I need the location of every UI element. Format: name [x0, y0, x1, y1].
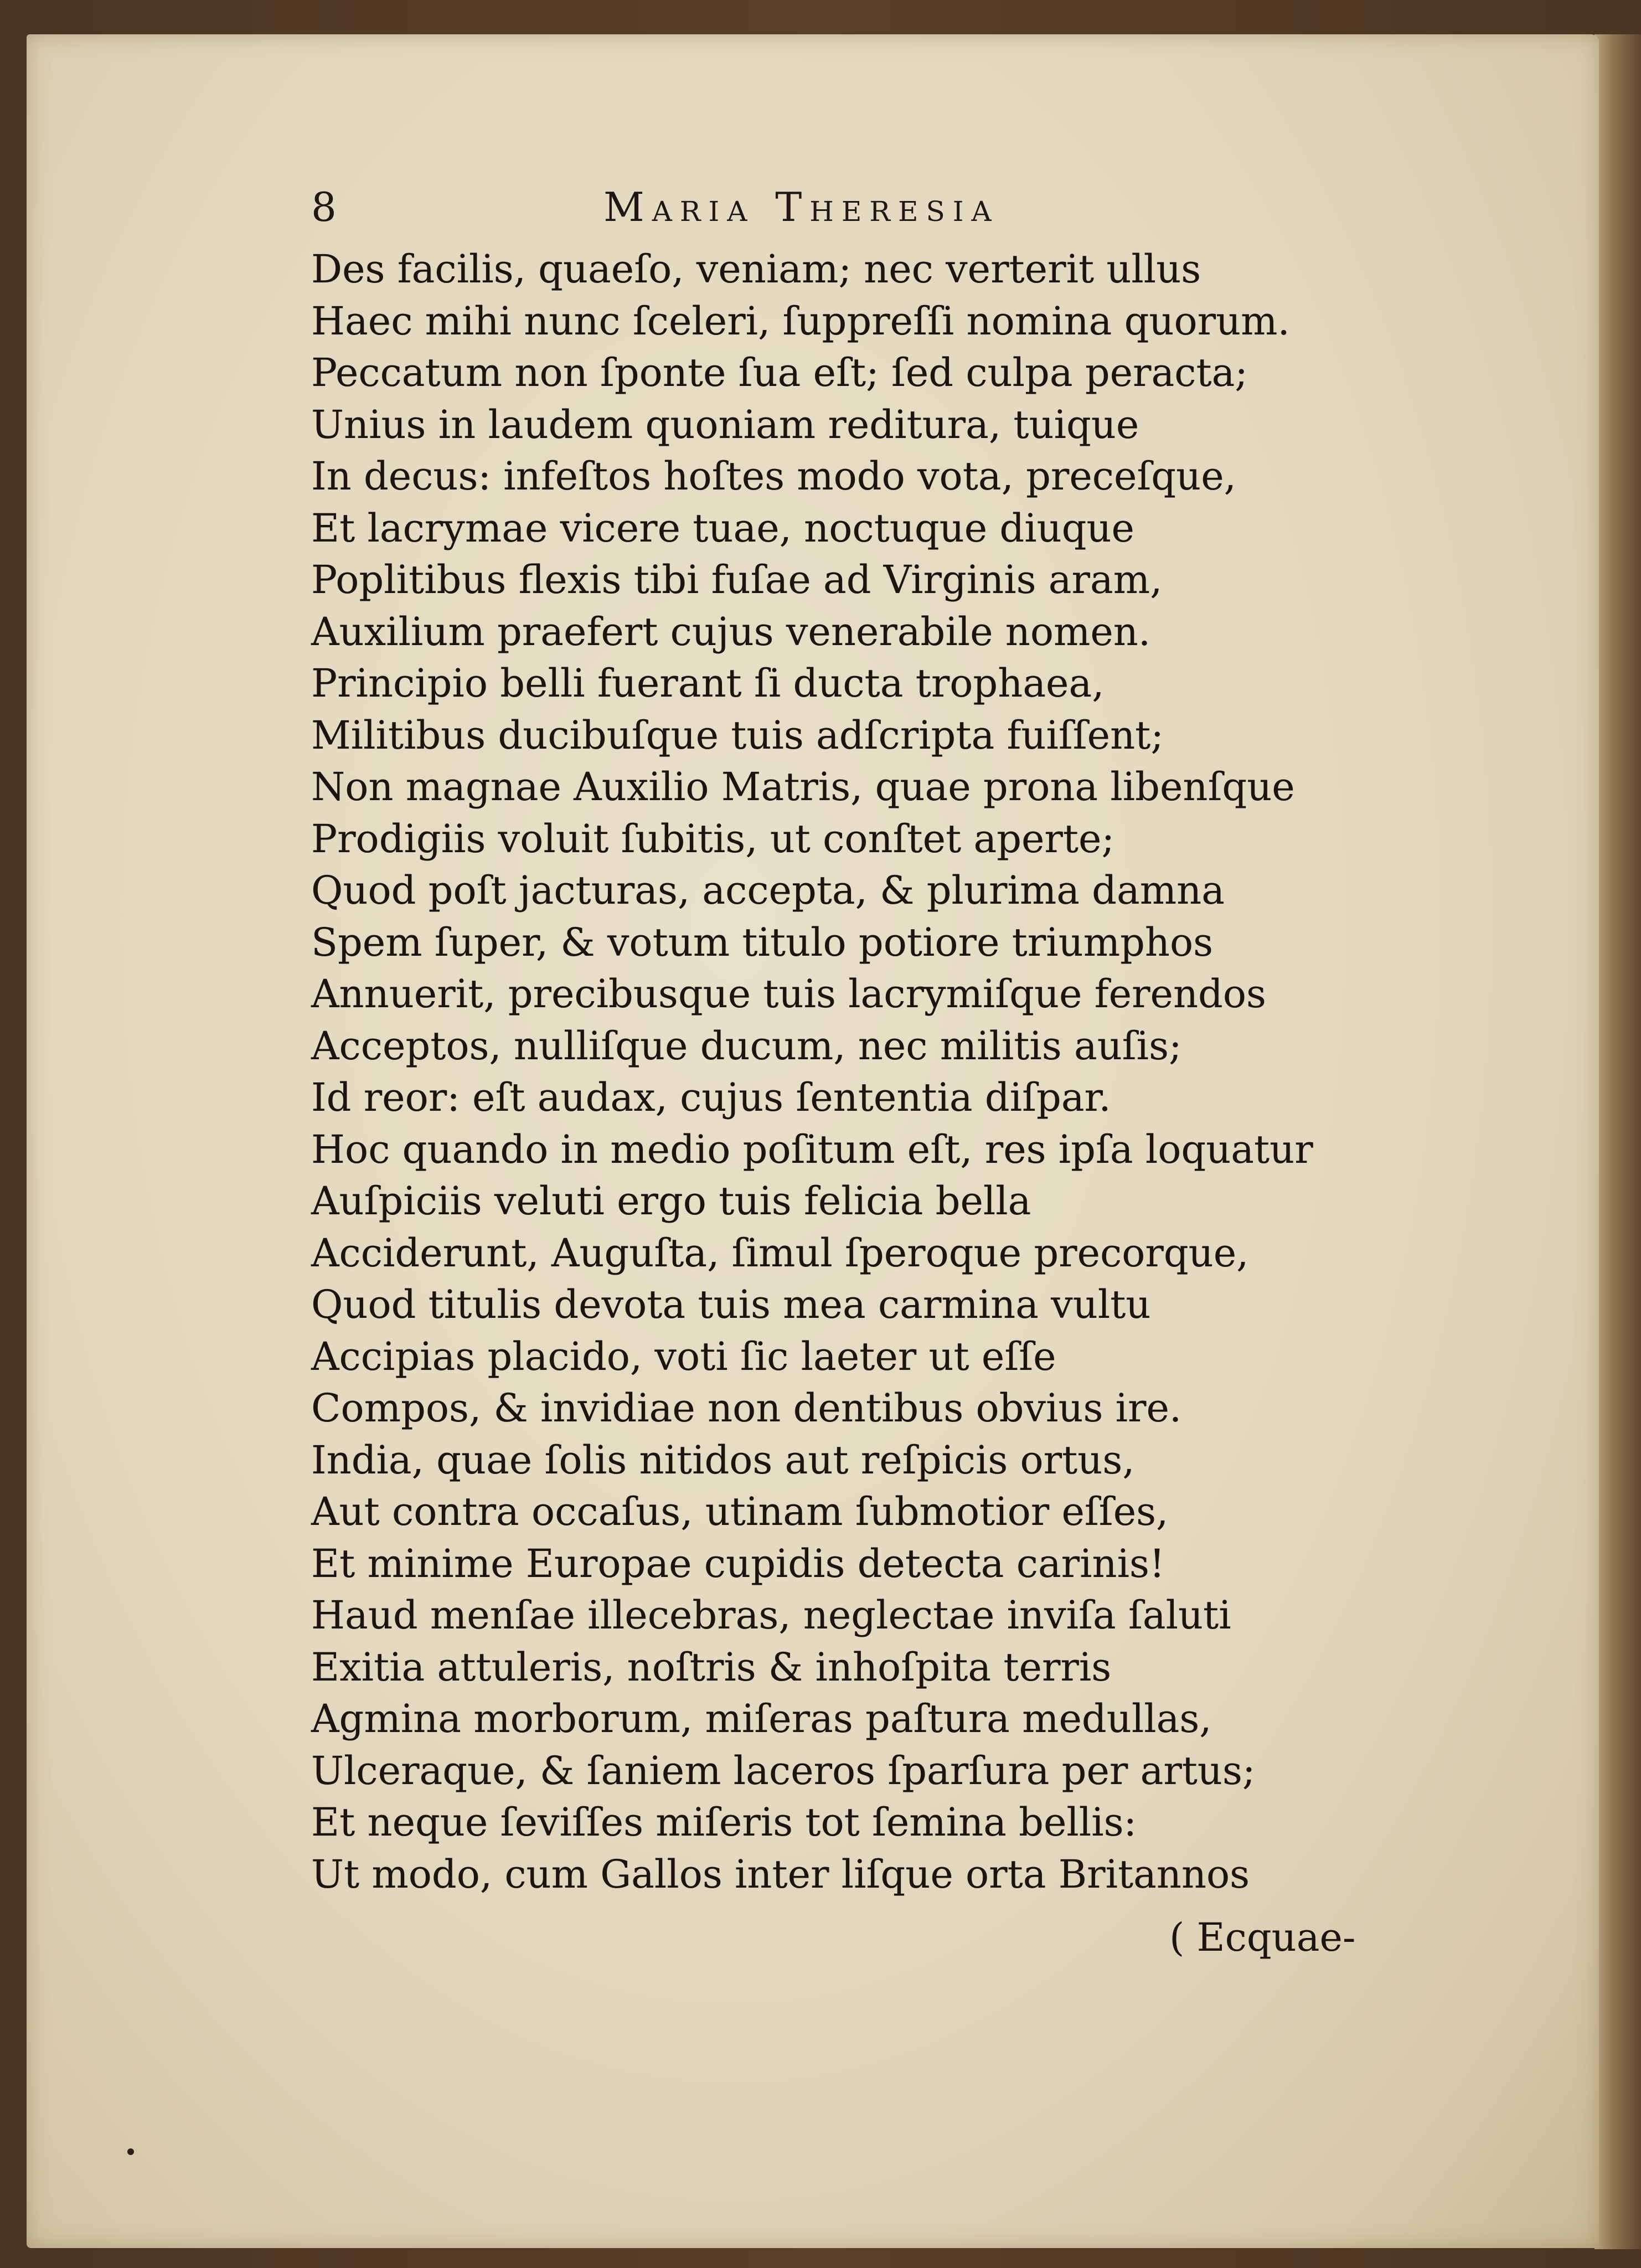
running-title: Maria Theresia [603, 184, 999, 230]
text-line: Des facilis, quaeſo, veniam; nec verterit ullus [311, 246, 1201, 292]
text-line: Et neque ſeviſſes miſeris tot ſemina bellis: [311, 1800, 1137, 1845]
poem-text [311, 244, 1391, 1900]
text-line: Hoc quando in medio poſitum eſt, res ipſa loquatur [311, 1126, 1313, 1172]
text-line: Auxilium praefert cujus venerabile nomen. [311, 609, 1151, 654]
text-line: Principio belli fuerant ſi ducta trophaea, [311, 661, 1105, 706]
text-line: Exitia attuleris, noſtris & inhoſpita terris [311, 1644, 1112, 1690]
text-line: Et lacrymae vicere tuae, noctuque diuque [311, 505, 1134, 551]
text-line: Haec mihi nunc ſceleri, ſuppreſſi nomina quorum. [311, 298, 1290, 344]
text-line: In decus: infeſtos hoſtes modo vota, preceſque, [311, 453, 1236, 499]
text-line: India, quae ſolis nitidos aut reſpicis ortus, [311, 1437, 1135, 1483]
running-head [311, 184, 1169, 239]
text-line: Auſpiciis veluti ergo tuis felicia bella [311, 1178, 1031, 1224]
text-line: Agmina morborum, miſeras paſtura medullas, [311, 1696, 1212, 1741]
text-line: Prodigiis voluit ſubitis, ut conſtet aperte; [311, 816, 1115, 862]
text-line: Aut contra occaſus, utinam ſubmotior eſſes, [311, 1489, 1169, 1534]
text-line: Peccatum non ſponte ſua eſt; ſed culpa peracta; [311, 350, 1248, 395]
text-line: Ut modo, cum Gallos inter liſque orta Britannos [311, 1851, 1250, 1897]
text-line: Quod titulis devota tuis mea carmina vultu [311, 1282, 1151, 1327]
text-line: Accipias placido, voti ſic laeter ut eſſe [311, 1333, 1056, 1379]
ink-speck [127, 2148, 134, 2155]
text-line: Unius in laudem quoniam reditura, tuique [311, 401, 1139, 447]
text-line: Spem ſuper, & votum titulo potiore triumphos [311, 919, 1214, 965]
text-line: Militibus ducibuſque tuis adſcripta fuiſſent; [311, 712, 1164, 758]
catchword: ( Ecquae- [1169, 1915, 1356, 1960]
page-number: 8 [311, 184, 337, 230]
text-line: Compos, & invidiae non dentibus obvius ire. [311, 1385, 1182, 1431]
text-line: Poplitibus flexis tibi fuſae ad Virginis aram, [311, 557, 1163, 602]
text-line: Haud menſae illecebras, neglectae inviſa ſaluti [311, 1592, 1231, 1638]
text-line: Id reor: eſt audax, cujus ſententia diſpar. [311, 1075, 1111, 1120]
text-line: Quod poſt jacturas, accepta, & plurima damna [311, 868, 1225, 913]
text-line: Et minime Europae cupidis detecta carinis! [311, 1540, 1165, 1586]
text-line: Annuerit, precibusque tuis lacrymiſque ferendos [311, 971, 1266, 1017]
text-line: Acceptos, nulliſque ducum, nec militis auſis; [311, 1023, 1182, 1069]
book-page-edge [1594, 34, 1641, 2249]
text-line: Ulceraque, & ſaniem laceros ſparſura per artus; [311, 1748, 1256, 1793]
text-line: Acciderunt, Auguſta, ſimul ſperoque precorque, [311, 1230, 1249, 1276]
text-line: Non magnae Auxilio Matris, quae prona libenſque [311, 764, 1295, 810]
